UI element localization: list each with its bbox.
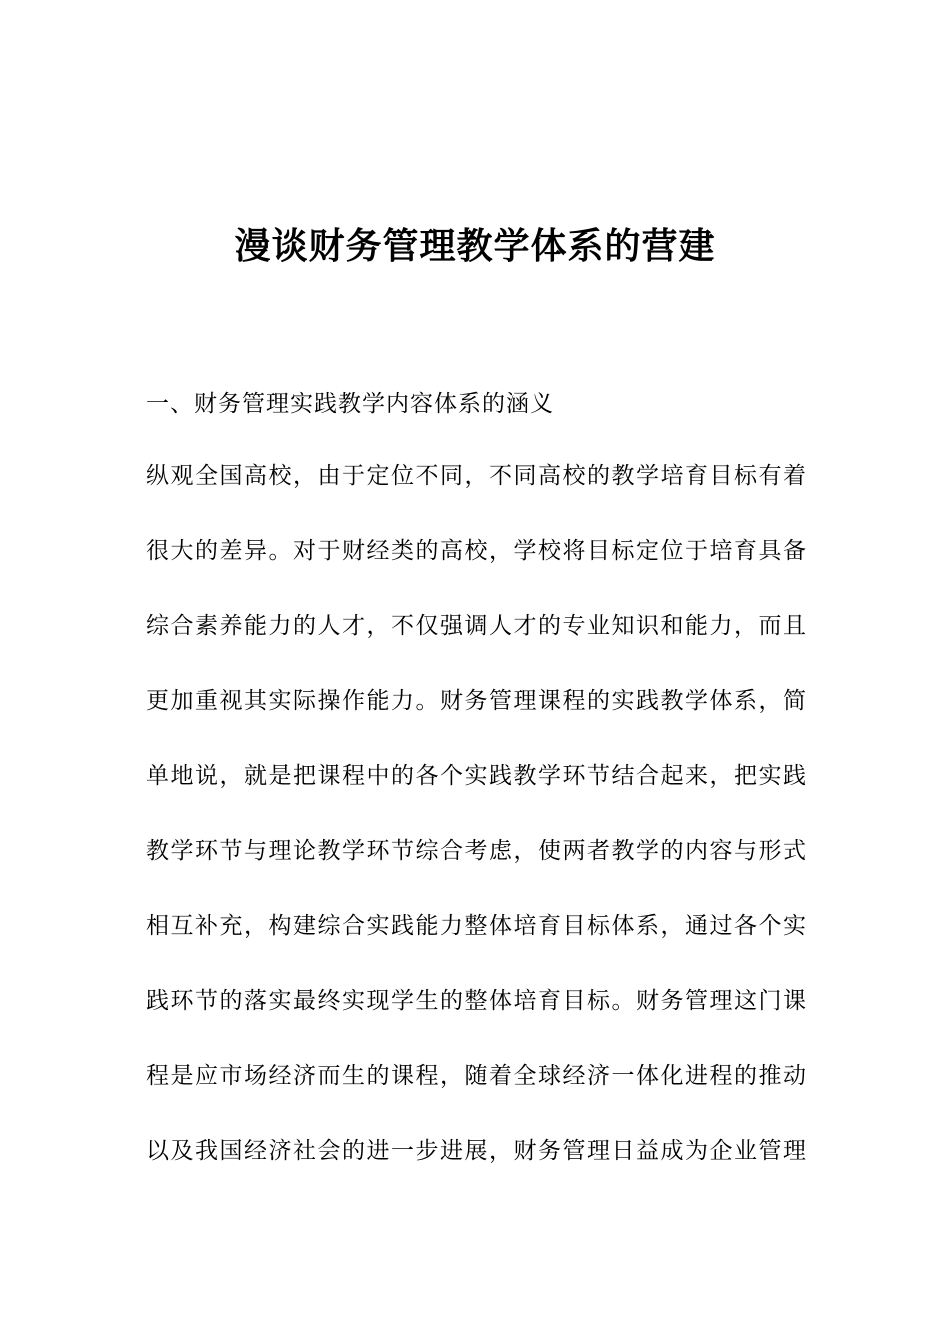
body-line: 纵观全国高校，由于定位不同，不同高校的教学培育目标有着 (146, 463, 806, 489)
body-line: 相互补充，构建综合实践能力整体培育目标体系，通过各个实 (146, 913, 806, 939)
body-line: 程是应市场经济而生的课程，随着全球经济一体化进程的推动 (146, 1063, 806, 1089)
section-heading: 一、财务管理实践教学内容体系的涵义 (146, 391, 554, 417)
body-line: 很大的差异。对于财经类的高校，学校将目标定位于培育具备 (146, 538, 806, 564)
body-line: 更加重视其实际操作能力。财务管理课程的实践教学体系，简 (146, 688, 806, 714)
body-line: 单地说，就是把课程中的各个实践教学环节结合起来，把实践 (146, 763, 806, 789)
body-line: 综合素养能力的人才，不仅强调人才的专业知识和能力，而且 (146, 613, 806, 639)
document-title: 漫谈财务管理教学体系的营建 (234, 226, 716, 267)
body-paragraph (146, 458, 806, 1208)
body-line: 以及我国经济社会的进一步进展，财务管理日益成为企业管理 (146, 1138, 806, 1164)
body-line: 教学环节与理论教学环节综合考虑，使两者教学的内容与形式 (146, 838, 806, 864)
body-line: 践环节的落实最终实现学生的整体培育目标。财务管理这门课 (146, 988, 806, 1014)
